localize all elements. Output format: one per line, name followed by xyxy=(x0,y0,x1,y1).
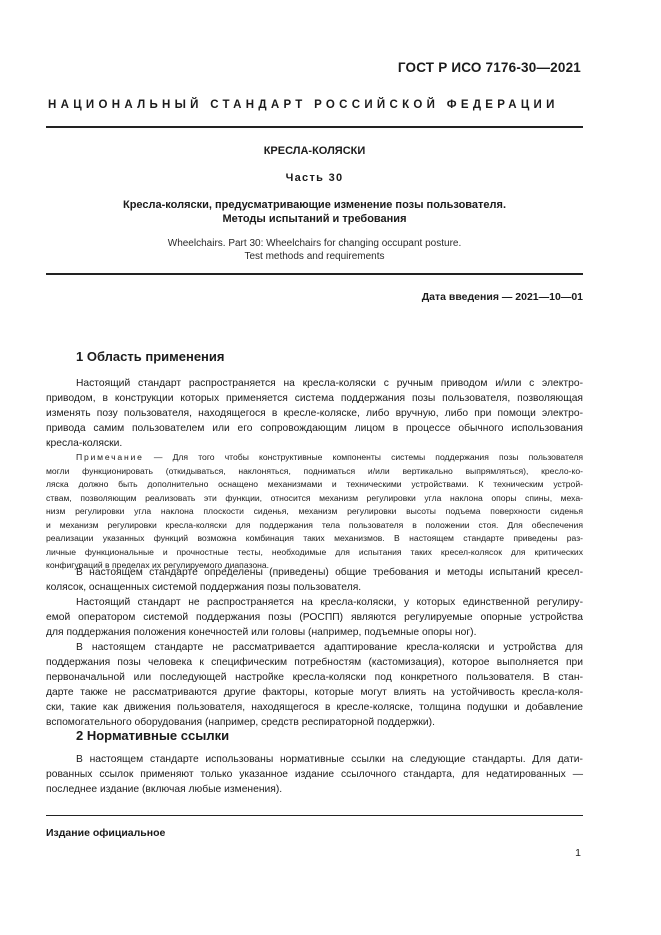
text-line: ски, такие как движения пользователя, находящегося в кресле-коляске, толщина подушки и добавление xyxy=(46,702,583,713)
english-title-line-1: Wheelchairs. Part 30: Wheelchairs for changing occupant posture. xyxy=(167,238,462,249)
note-line: могли функционировать (откидываться, наклоняться, подниматься и/или вертикально выпрямляться), кресло-ко- xyxy=(46,465,583,476)
note-line: конфигураций в пределах их регулируемого диапазона. xyxy=(46,560,270,570)
official-edition-label: Издание официальное xyxy=(46,827,166,839)
note-line: ляска должно быть дополнительно оснащено механизмами и техническими устройствами. К техническим устрой- xyxy=(46,479,583,489)
page-number: 1 xyxy=(575,847,581,859)
section-2-paragraph-1 xyxy=(46,752,583,797)
note-first-line xyxy=(46,451,583,465)
text-line: Настоящий стандарт не распространяется на кресла-коляски, у которых единственной регулиру- xyxy=(76,597,583,608)
text-line: В настоящем стандарте использованы нормативные ссылки на следующие стандарты. Для дати- xyxy=(76,754,583,765)
text-line: вспомогательного оборудования (например, средств респираторной поддержки). xyxy=(46,717,435,728)
section-2-heading: 2 Нормативные ссылки xyxy=(76,728,230,743)
note-line: ствам, позволяющим реализовать эти функции, относится механизм регулировки угла наклона опоры спины, меха- xyxy=(46,492,583,503)
section-1-paragraph-3 xyxy=(46,595,583,640)
note-line: личные функциональные и прочностные тесты, необходимые для испытания таких кресел-колясок для критических xyxy=(46,546,583,557)
text-line: приводом, в конструкции которых применяется система поддержания позы пользователя, позволяющая xyxy=(46,393,583,404)
document-part: Часть 30 xyxy=(285,172,344,184)
national-standard-banner: НАЦИОНАЛЬНЫЙ СТАНДАРТ РОССИЙСКОЙ ФЕДЕРАЦИИ xyxy=(48,99,559,111)
note-line: и механизм регулировки кресла-коляски для поддержания тела пользователя в положении стоя. Для обеспечения xyxy=(46,519,583,530)
english-title xyxy=(46,237,583,263)
introduction-date: Дата введения — 2021—10—01 xyxy=(421,291,583,303)
note-line: реализации указанных функций возможна комбинация таких механизмов. В настоящем стандарте приведены раз- xyxy=(46,533,583,543)
text-line: для поддержания положения конечностей или головы (например, подъемные опоры ног). xyxy=(46,627,477,638)
english-title-line-2: Test methods and requirements xyxy=(244,251,385,262)
text-line: кресла-коляски. xyxy=(46,438,123,449)
section-1-note xyxy=(46,451,583,573)
text-line: емой оператором системой поддержания позы (РОСПП) являются регулируемые опорные устройства xyxy=(46,612,583,623)
text-line: поддержания позы человека к специфическим потребностям (кастомизация), которое выполняется при xyxy=(46,657,583,668)
text-line: изменять позу пользователя, находящегося в кресле-коляске, либо вручную, либо при помощи электро- xyxy=(46,408,583,419)
text-line: первоначальной или последующей настройке кресла-коляски под конкретного пользователя. В стан- xyxy=(46,672,583,683)
text-line: дарте также не рассматриваются другие факторы, которые могут влиять на устойчивость кресла-коля- xyxy=(46,687,583,698)
title-divider xyxy=(46,273,583,275)
note-first-text: — Для того чтобы конструктивные компоненты системы поддержания позы пользователя xyxy=(143,452,583,462)
note-label: Примечание xyxy=(76,452,144,462)
subtitle-line-2: Методы испытаний и требования xyxy=(222,213,407,225)
text-line: привода самим пользователем или его сопровождающим лицом в процессе обычного использования xyxy=(46,423,583,434)
text-line: колясок, оснащенных системой поддержания позы пользователя. xyxy=(46,582,362,593)
text-line: последнее издание (включая любые изменения). xyxy=(46,784,283,795)
section-1-paragraph-1 xyxy=(46,376,583,451)
header-divider xyxy=(46,126,583,128)
subtitle-line-1: Кресла-коляски, предусматривающие изменение позы пользователя. xyxy=(122,199,507,211)
footer-divider xyxy=(46,815,583,816)
section-1-paragraph-4 xyxy=(46,640,583,730)
text-line: Настоящий стандарт распространяется на кресла-коляски с ручным приводом и/или с электро- xyxy=(76,378,583,389)
document-subtitle xyxy=(46,198,583,226)
standard-code: ГОСТ Р ИСО 7176-30—2021 xyxy=(397,60,581,75)
text-line: рованных ссылок применяют только указанное издание ссылочного стандарта, для недатированных — xyxy=(46,769,583,780)
note-line: низм регулировки угла наклона плоскости сиденья, механизм регулировки высоты подъема поверхности сиденья xyxy=(46,506,583,516)
text-line: В настоящем стандарте не рассматривается адаптирование кресла-коляски и устройства для xyxy=(76,642,583,653)
document-title: КРЕСЛА-КОЛЯСКИ xyxy=(263,145,366,157)
text-line: В настоящем стандарте определены (приведены) общие требования и методы испытаний кресел- xyxy=(76,567,583,578)
section-1-heading: 1 Область применения xyxy=(76,349,225,364)
section-1-paragraph-2 xyxy=(46,565,583,595)
